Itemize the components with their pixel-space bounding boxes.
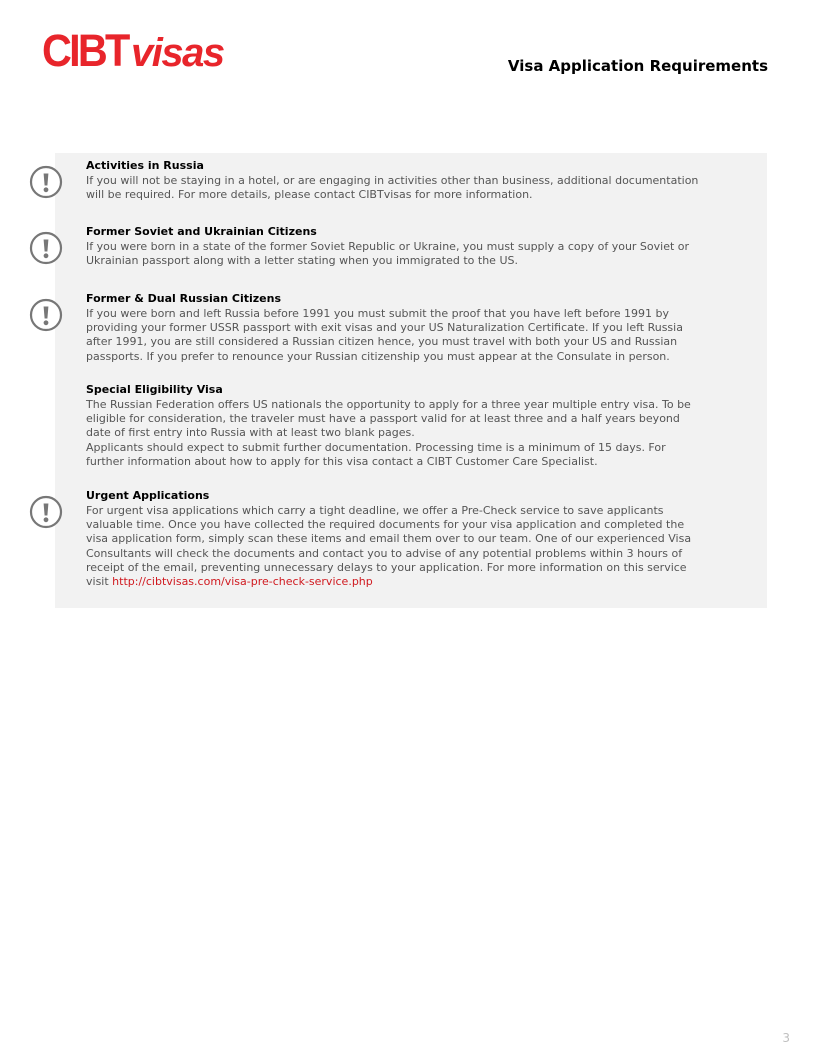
exclamation-circle-icon xyxy=(29,298,63,332)
cibtvisas-logo xyxy=(42,25,224,76)
section-former-and-dual-russian-citizens xyxy=(86,291,704,364)
document-title: Visa Application Requirements xyxy=(507,57,768,75)
section-paragraph xyxy=(86,504,704,589)
logo-primary-text: CIBT xyxy=(42,25,128,76)
page-number: 3 xyxy=(782,1031,790,1045)
section-paragraph: The Russian Federation offers US nationals the opportunity to apply for a three year multiple entry visa. To be eligible for consideration, the traveler must have a passport valid for at least three and a half years beyond date of first entry into Russia with at least two blank pages. xyxy=(86,398,691,440)
section-urgent-applications xyxy=(86,488,704,589)
section-title: Activities in Russia xyxy=(86,159,204,172)
section-body xyxy=(86,398,704,469)
section-paragraph: If you will not be staying in a hotel, or are engaging in activities other than business, additional documentation will be required. For more details, please contact CIBTvisas for more information. xyxy=(86,174,699,202)
exclamation-circle-icon xyxy=(29,165,63,199)
section-activities-in-russia xyxy=(86,158,704,202)
pre-check-service-link[interactable]: http://cibtvisas.com/visa-pre-check-service.php xyxy=(112,575,373,589)
section-body xyxy=(86,174,704,202)
section-title: Former & Dual Russian Citizens xyxy=(86,292,281,305)
section-paragraph: If you were born and left Russia before 1991 you must submit the proof that you have left before 1991 by providing your former USSR passport with exit visas and your US Naturalization Certificate. If you left Russia after 1991, you are still considered a Russian citizen hence, you must travel with both your US and Russian passports. If you prefer to renounce your Russian citizenship you must appear at the Consulate in person. xyxy=(86,307,683,363)
section-title: Former Soviet and Ukrainian Citizens xyxy=(86,225,317,238)
section-title: Urgent Applications xyxy=(86,489,210,502)
section-special-eligibility-visa xyxy=(86,382,704,469)
logo-secondary-text: visas xyxy=(131,31,224,75)
section-former-soviet-and-ukrainian-citizens xyxy=(86,224,704,268)
exclamation-circle-icon xyxy=(29,495,63,529)
section-body xyxy=(86,240,704,268)
exclamation-circle-icon xyxy=(29,231,63,265)
section-body xyxy=(86,307,704,364)
section-paragraph-text: For urgent visa applications which carry a tight deadline, we offer a Pre-Check service to save applicants valuable time. Once you have collected the required documents for your visa application and completed the visa application form, simply scan these items and email them over to our team. One of our experienced Visa Consultants will check the documents and contact you to advise of any potential problems within 3 hours of receipt of the email, preventing unnecessary delays to your application. For more information on this service visit xyxy=(86,504,692,589)
section-title: Special Eligibility Visa xyxy=(86,383,223,396)
section-body xyxy=(86,504,704,589)
section-paragraph: Applicants should expect to submit further documentation. Processing time is a minimum of 15 days. For further information about how to apply for this visa contact a CIBT Customer Care Specialist. xyxy=(86,440,666,468)
section-paragraph: If you were born in a state of the former Soviet Republic or Ukraine, you must supply a copy of your Soviet or Ukrainian passport along with a letter stating when you immigrated to the US. xyxy=(86,240,690,268)
